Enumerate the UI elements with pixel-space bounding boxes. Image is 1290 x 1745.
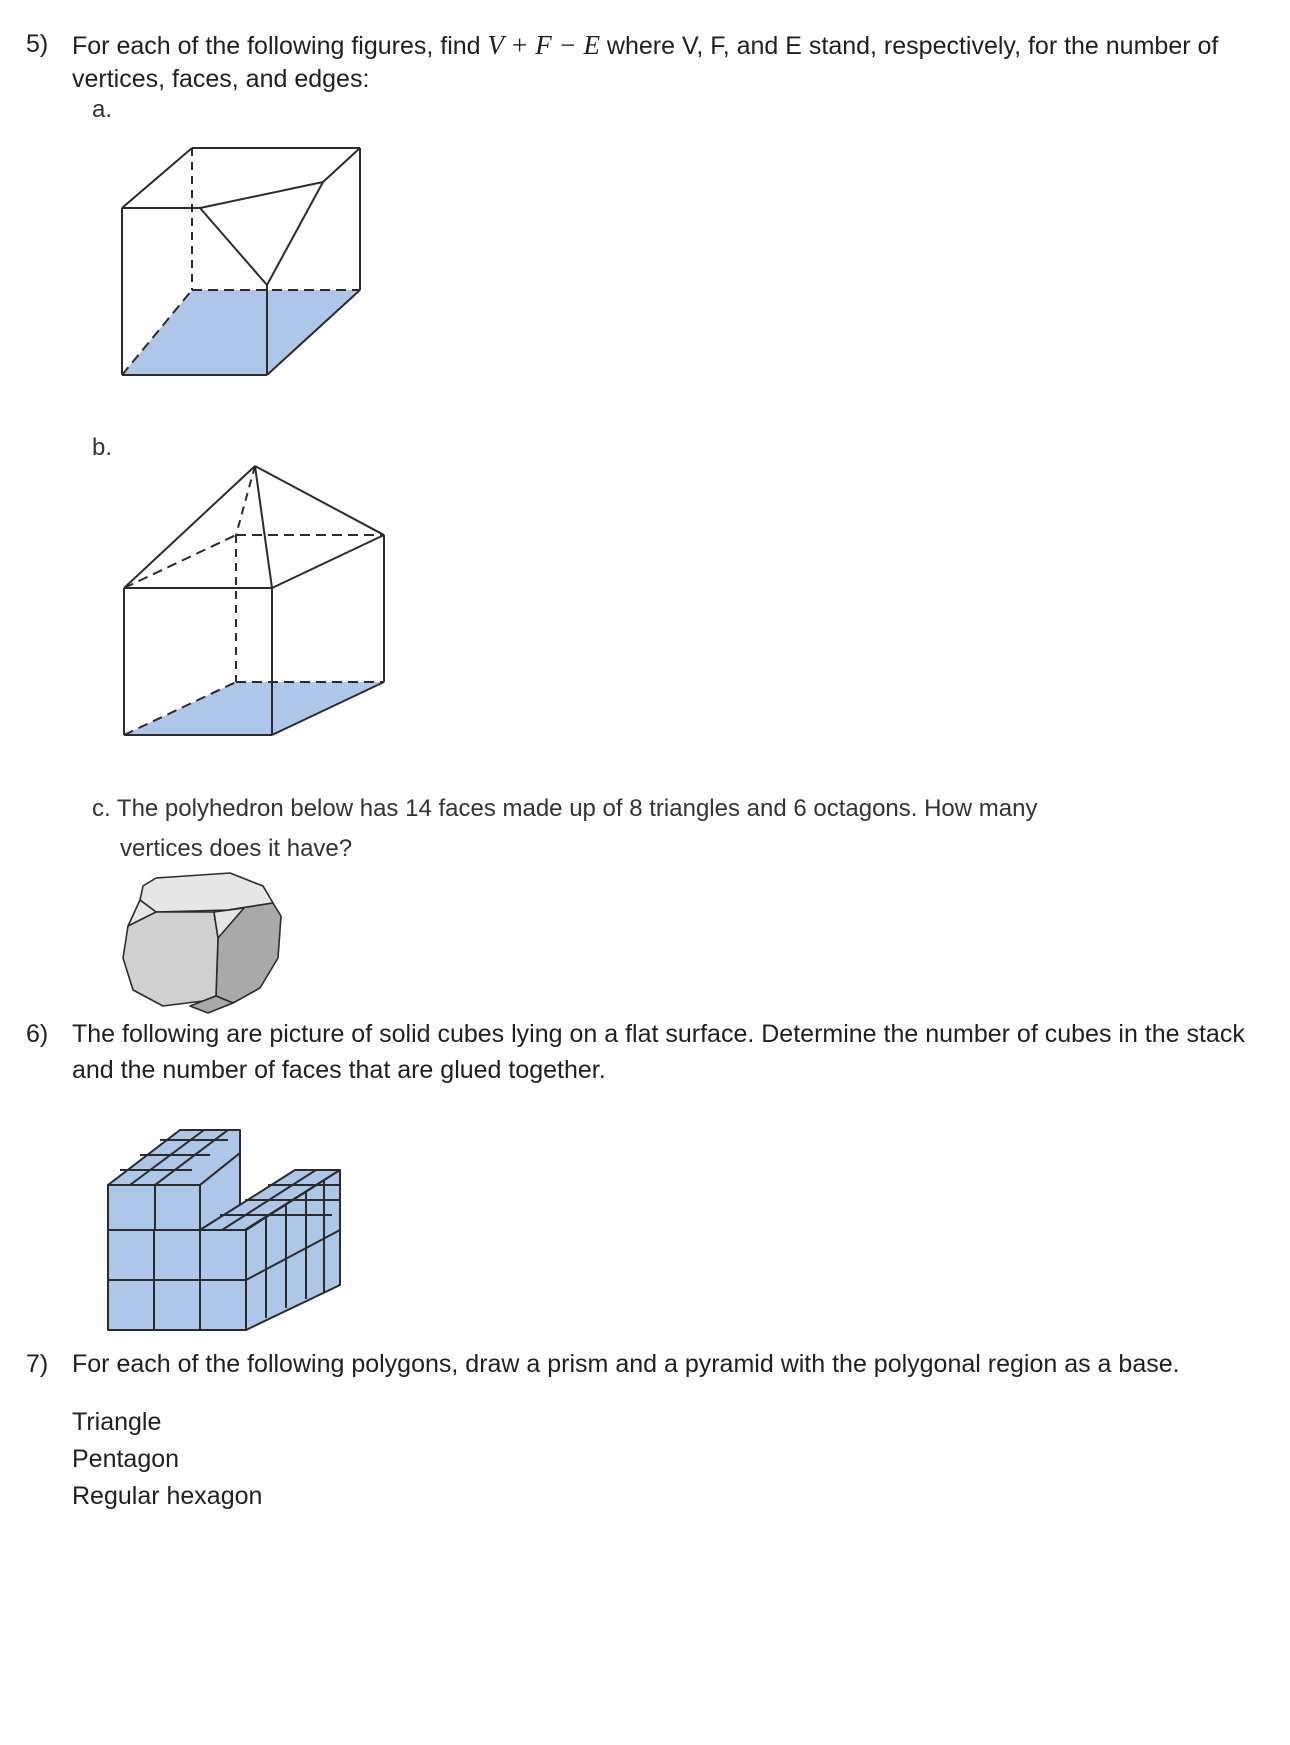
list-item: Triangle — [72, 1408, 162, 1436]
q5-line1 — [72, 30, 1218, 61]
figure-c-truncated-cube — [118, 868, 288, 1013]
q6-line2: and the number of faces that are glued together. — [72, 1056, 606, 1084]
list-item: Regular hexagon — [72, 1482, 263, 1510]
figure-a-truncated-cube — [115, 138, 375, 388]
q5-label-a: a. — [92, 96, 113, 123]
q5-label-b: b. — [92, 434, 113, 461]
q5-expression: V + F − E — [487, 30, 600, 60]
q5-text-after: where V, F, and E stand, respectively, for the number of — [606, 32, 1219, 60]
figure-b-shaded-base — [124, 682, 384, 735]
figure-b-cube-with-pyramid — [120, 460, 390, 750]
q6-line1: The following are picture of solid cubes lying on a flat surface. Determine the number of cubes in the stack — [72, 1020, 1245, 1048]
q5-number: 5) — [26, 30, 49, 58]
q7-text: For each of the following polygons, draw a prism and a pyramid with the polygonal region as a base. — [72, 1350, 1180, 1378]
list-item: Pentagon — [72, 1445, 180, 1473]
figure-cube-stack — [100, 1125, 350, 1340]
q7-number: 7) — [26, 1350, 49, 1378]
q6-number: 6) — [26, 1020, 49, 1048]
q7-polygon-list — [72, 1404, 262, 1515]
q5-part-c-line1: c. The polyhedron below has 14 faces made up of 8 triangles and 6 octagons. How many — [92, 795, 1038, 822]
q5-part-c-line2: vertices does it have? — [120, 835, 353, 862]
q5-line2: vertices, faces, and edges: — [72, 65, 370, 93]
q5-text-before: For each of the following figures, find — [72, 32, 481, 60]
